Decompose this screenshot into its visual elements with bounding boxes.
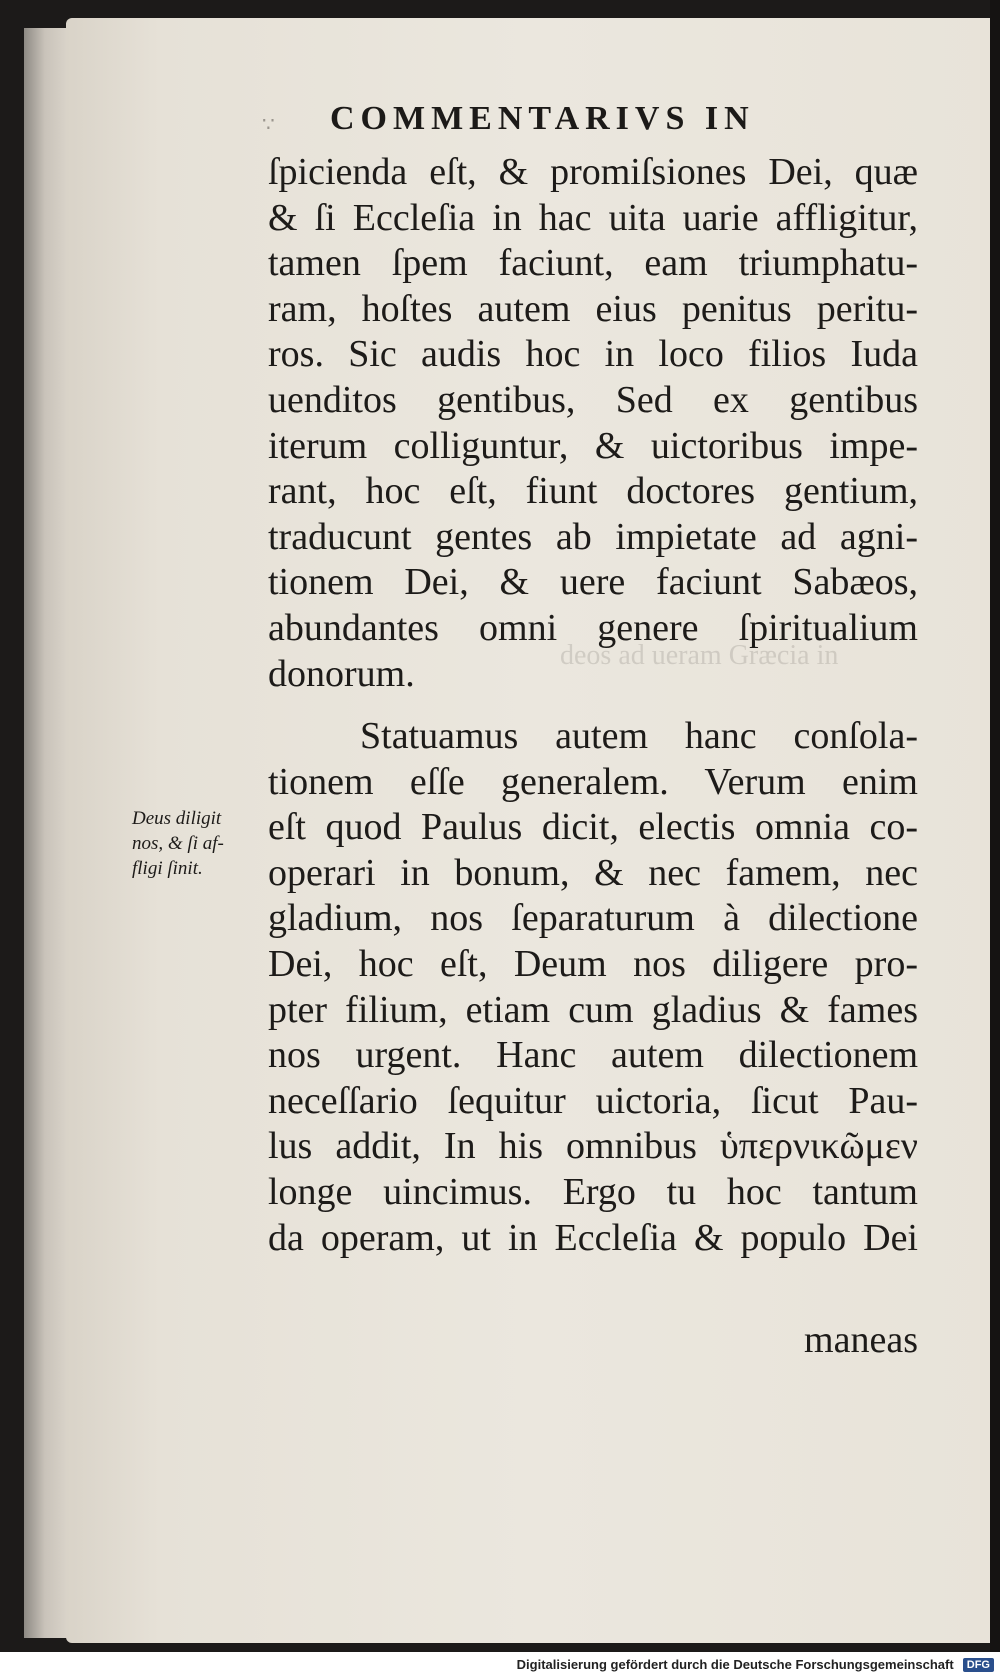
marginal-line: Deus diligit (132, 808, 222, 829)
text-line: uenditos gentibus, Sed ex gentibus (268, 378, 918, 421)
text-line: iterum colliguntur, & uictoribus impe- (268, 424, 918, 467)
text-line: Dei, hoc eſt, Deum nos diligere pro- (268, 942, 918, 985)
text-line: gladium, nos ſeparaturum à dilectione (268, 897, 918, 940)
text-line: neceſſario ſequitur uictoria, ſicut Pau- (268, 1079, 918, 1122)
marginal-line: fligi ſinit. (132, 858, 203, 879)
text-line: tionem eſſe generalem. Verum enim (268, 760, 918, 803)
text-line: tamen ſpem faciunt, eam triumphatu- (268, 242, 918, 285)
marginal-note (132, 806, 272, 881)
text-line: pter filium, etiam cum gladius & fames (268, 988, 918, 1031)
ornament-icon: ∵ (262, 112, 275, 136)
text-line: abundantes omni genere ſpiritualium (268, 606, 918, 649)
paragraph-2 (268, 714, 918, 1261)
text-line: longe uincimus. Ergo tu hoc tantum (268, 1170, 918, 1213)
footer-bar (0, 1652, 1000, 1675)
text-line: ram, hoſtes autem eius penitus peritu- (268, 287, 918, 330)
text-line: rant, hoc eſt, fiunt doctores gentium, (268, 470, 918, 513)
catchword: maneas (804, 1319, 918, 1361)
right-shadow (990, 0, 1000, 1652)
text-line: tionem Dei, & uere faciunt Sabæos, (268, 561, 918, 604)
running-title: COMMENTARIVS IN (330, 100, 755, 137)
text-line: da operam, ut in Eccleſia & populo Dei (268, 1216, 918, 1259)
text-line: nos urgent. Hanc autem dilectionem (268, 1034, 918, 1077)
text-line: ſpicienda eſt, & promiſsiones Dei, quæ (268, 151, 918, 193)
text-line: & ſi Eccleſia in hac uita uarie affligitur, (268, 196, 918, 239)
bleed-through-text: deos ad ueram Græcia in (560, 640, 839, 671)
text-line: Statuamus autem hanc conſola- (360, 715, 918, 757)
text-line: operari in bonum, & nec famem, nec (268, 851, 918, 894)
text-line: traducunt gentes ab impietate ad agni- (268, 515, 918, 558)
text-line: ros. Sic audis hoc in loco filios Iuda (268, 333, 918, 376)
dfg-logo: DFG (963, 1658, 994, 1672)
text-line: donorum. (268, 652, 415, 695)
marginal-line: nos, & ſi af- (132, 833, 224, 854)
text-line: eſt quod Paulus dicit, electis omnia co- (268, 806, 918, 849)
paragraph-1 (268, 150, 918, 697)
text-line: lus addit, In his omnibus ὑπερνικῶμεν (268, 1125, 918, 1168)
footer-credit: Digitalisierung gefördert durch die Deutsche Forschungsgemeinschaft (516, 1657, 954, 1672)
